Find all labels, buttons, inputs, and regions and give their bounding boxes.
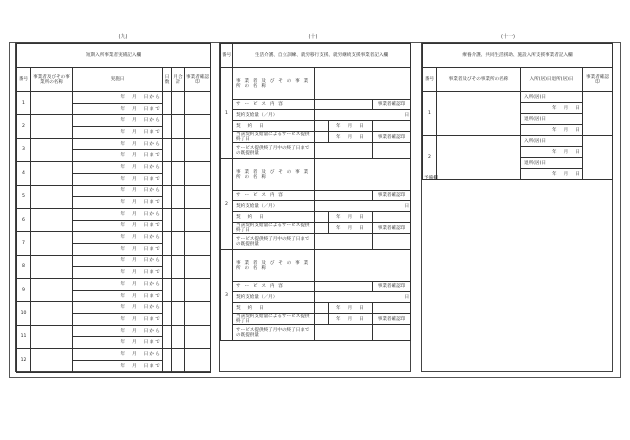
daytime-block-row: [221, 282, 411, 292]
provider-cell[interactable]: [31, 185, 73, 208]
daytime-block-row: [221, 191, 411, 201]
confirm-stamp-cell[interactable]: [583, 92, 613, 136]
confirm-stamp-cell[interactable]: [185, 185, 211, 208]
panel2-page-number: (十): [308, 34, 318, 40]
daytime-block-row: [221, 68, 411, 100]
service-label: サ ー ビ ス 内 容: [233, 100, 315, 110]
provider-label: 事 業 者 及 び そ の 事 業 所 の 名 称: [233, 68, 315, 100]
provider-cell[interactable]: [31, 255, 73, 278]
provider-cell[interactable]: [31, 138, 73, 161]
monthly-total-cell[interactable]: [172, 232, 185, 255]
confirm-stamp-cell[interactable]: [373, 325, 411, 341]
row-number: 1: [17, 92, 31, 115]
confirm-stamp-label: 事業者確認印: [373, 132, 411, 143]
contract-amount-cell[interactable]: 日: [315, 110, 411, 121]
in-date-cell[interactable]: 年 月 日: [521, 147, 583, 158]
days-cell[interactable]: [163, 162, 172, 185]
service-label: サ ー ビ ス 内 容: [233, 191, 315, 201]
row-number: 8: [17, 255, 31, 278]
date-from-cell[interactable]: 年 月 日から: [73, 208, 163, 220]
daytime-block-row: [221, 110, 411, 121]
confirm-stamp-cell[interactable]: [185, 325, 211, 348]
date-to-cell[interactable]: 年 月 日まで: [73, 290, 163, 302]
days-cell[interactable]: [163, 138, 172, 161]
monthly-total-cell[interactable]: [172, 279, 185, 302]
daytime-block-row: [221, 234, 411, 250]
confirm-stamp-cell[interactable]: [185, 208, 211, 231]
header-confirm-stamp: 事業者確認印: [185, 68, 211, 92]
contract-date-cell[interactable]: 年 月 日: [329, 121, 373, 132]
provider-label: 事 業 者 及 び そ の 事 業 所 の 名 称: [233, 250, 315, 282]
block-number: 3: [221, 250, 233, 341]
days-cell[interactable]: [163, 349, 172, 372]
date-to-cell[interactable]: 年 月 日まで: [73, 173, 163, 185]
header-days: 日数: [163, 68, 172, 92]
daytime-block-row: [221, 121, 411, 132]
header-confirm-stamp: 事業者確認印: [583, 68, 613, 92]
confirm-stamp-cell[interactable]: [373, 143, 411, 159]
short-stay-row: [17, 115, 211, 127]
header-no: 番号: [17, 68, 31, 92]
monthly-total-cell[interactable]: [172, 255, 185, 278]
row-number: 12: [17, 349, 31, 372]
days-cell[interactable]: [163, 92, 172, 115]
contract-date-label: 契 約 日: [233, 121, 315, 132]
end-date-cell[interactable]: 年 月 日: [329, 223, 373, 234]
provider-cell[interactable]: [31, 232, 73, 255]
provider-cell[interactable]: [31, 349, 73, 372]
date-to-cell[interactable]: 年 月 日まで: [73, 103, 163, 115]
short-stay-title: 短期入所事業者実績記入欄: [17, 44, 211, 68]
monthly-total-cell[interactable]: [172, 208, 185, 231]
monthly-total-cell[interactable]: [172, 325, 185, 348]
date-to-cell[interactable]: 年 月 日まで: [73, 314, 163, 326]
days-cell[interactable]: [163, 255, 172, 278]
block-number: 2: [221, 159, 233, 250]
monthly-total-cell[interactable]: [172, 349, 185, 372]
provider-cell[interactable]: [315, 68, 411, 100]
row-number: 2: [17, 115, 31, 138]
blank-cell: [315, 223, 329, 234]
out-date-cell[interactable]: 年 月 日: [521, 169, 583, 180]
confirm-stamp-cell[interactable]: [185, 302, 211, 325]
contract-date-cell[interactable]: 年 月 日: [329, 212, 373, 223]
daytime-block-row: [221, 212, 411, 223]
date-from-cell[interactable]: 年 月 日から: [73, 92, 163, 104]
contract-amount-label: 契約支給量（／月）: [233, 110, 315, 121]
daytime-block-row: [221, 292, 411, 303]
date-to-cell[interactable]: 年 月 日まで: [73, 243, 163, 255]
confirm-stamp-cell[interactable]: [185, 115, 211, 138]
header-provider: 事業者及びその事業所の名称: [437, 68, 521, 92]
in-date-cell[interactable]: 年 月 日: [521, 103, 583, 114]
row-number: 3: [17, 138, 31, 161]
confirm-stamp-cell[interactable]: [185, 138, 211, 161]
date-to-cell[interactable]: 年 月 日まで: [73, 127, 163, 139]
contract-date-label: 契 約 日: [233, 303, 315, 314]
block-number: 1: [221, 68, 233, 159]
days-cell[interactable]: [163, 185, 172, 208]
date-from-cell[interactable]: 年 月 日から: [73, 325, 163, 337]
days-cell[interactable]: [163, 279, 172, 302]
daytime-block-row: [221, 250, 411, 282]
provider-cell[interactable]: [31, 302, 73, 325]
provider-cell[interactable]: [437, 136, 521, 180]
service-cell[interactable]: [315, 191, 373, 201]
residential-row: [423, 136, 613, 147]
short-stay-row: [17, 185, 211, 197]
provider-cell[interactable]: [315, 159, 411, 191]
blank-cell: [315, 132, 329, 143]
end-date-label: 当該契約支給量によるサービス提供終了日: [233, 223, 315, 234]
contract-amount-label: 契約支給量（／月）: [233, 201, 315, 212]
provider-cell[interactable]: [31, 115, 73, 138]
end-date-label: 当該契約支給量によるサービス提供終了日: [233, 314, 315, 325]
out-date-cell[interactable]: 年 月 日: [521, 125, 583, 136]
monthly-total-cell[interactable]: [172, 162, 185, 185]
provider-cell[interactable]: [31, 279, 73, 302]
provider-cell[interactable]: [31, 325, 73, 348]
date-from-cell[interactable]: 年 月 日から: [73, 185, 163, 197]
contract-amount-cell[interactable]: 日: [315, 292, 411, 303]
out-date-label: 退所(居)日: [521, 114, 583, 125]
header-dates: 実施日: [73, 68, 163, 92]
daytime-block-row: [221, 303, 411, 314]
service-cell[interactable]: [315, 100, 373, 110]
short-stay-row: [17, 162, 211, 174]
panel3-page-number: (十一): [501, 34, 515, 40]
remaining-label: サービス提供終了月中の終了日までの既提供量: [233, 234, 315, 250]
short-stay-row: [17, 232, 211, 244]
residential-row: [423, 92, 613, 103]
provider-cell[interactable]: [31, 162, 73, 185]
date-to-cell[interactable]: 年 月 日まで: [73, 197, 163, 209]
contract-amount-cell[interactable]: 日: [315, 201, 411, 212]
short-stay-row: [17, 325, 211, 337]
date-from-cell[interactable]: 年 月 日から: [73, 279, 163, 291]
days-cell[interactable]: [163, 208, 172, 231]
remaining-cell[interactable]: [315, 325, 373, 341]
blank-cell: [315, 314, 329, 325]
service-label: サ ー ビ ス 内 容: [233, 282, 315, 292]
header-no: 番号: [423, 68, 437, 92]
daytime-block-row: [221, 223, 411, 234]
out-date-label: 退所(居)日: [521, 158, 583, 169]
days-cell[interactable]: [163, 325, 172, 348]
confirm-stamp-label: 事業者確認印: [373, 223, 411, 234]
residential-title: 療養介護、共同生活援助、施設入所支援事業者記入欄: [423, 44, 613, 68]
confirm-stamp-label: 事業者確認印: [373, 191, 411, 201]
row-number: 5: [17, 185, 31, 208]
date-from-cell[interactable]: 年 月 日から: [73, 162, 163, 174]
row-number: 10: [17, 302, 31, 325]
row-number: 6: [17, 208, 31, 231]
date-from-cell[interactable]: 年 月 日から: [73, 138, 163, 150]
header-monthly-total: 月合計: [172, 68, 185, 92]
date-from-cell[interactable]: 年 月 日から: [73, 232, 163, 244]
daytime-block-row: [221, 100, 411, 110]
entry-number: 2: [423, 136, 437, 180]
short-stay-row: [17, 208, 211, 220]
provider-cell[interactable]: [315, 250, 411, 282]
header-no: 番号: [221, 44, 233, 68]
service-cell[interactable]: [315, 282, 373, 292]
days-cell[interactable]: [163, 115, 172, 138]
provider-cell[interactable]: [31, 92, 73, 115]
date-from-cell[interactable]: 年 月 日から: [73, 115, 163, 127]
date-to-cell[interactable]: 年 月 日まで: [73, 150, 163, 162]
short-stay-row: [17, 92, 211, 104]
short-stay-row: [17, 279, 211, 291]
residential-table: [422, 43, 613, 180]
daytime-block-row: [221, 132, 411, 143]
daytime-block-row: [221, 314, 411, 325]
panel1-page-number: (九): [118, 34, 128, 40]
confirm-stamp-cell[interactable]: [185, 232, 211, 255]
confirm-stamp-cell[interactable]: [583, 136, 613, 180]
remaining-label: サービス提供終了月中の終了日までの既提供量: [233, 325, 315, 341]
confirm-stamp-cell[interactable]: [185, 349, 211, 372]
date-to-cell[interactable]: 年 月 日まで: [73, 220, 163, 232]
daytime-block-row: [221, 201, 411, 212]
confirm-stamp-label: 事業者確認印: [373, 314, 411, 325]
remaining-label: サービス提供終了月中の終了日までの既提供量: [233, 143, 315, 159]
row-number: 11: [17, 325, 31, 348]
daytime-service-title: 生活介護、自立訓練、就労移行支援、就労継続支援事業者記入欄: [233, 44, 411, 68]
row-number: 4: [17, 162, 31, 185]
monthly-total-cell[interactable]: [172, 302, 185, 325]
header-inout: 入所(居)日退所(居)日: [521, 68, 583, 92]
end-date-label: 当該契約支給量によるサービス提供終了日: [233, 132, 315, 143]
end-date-cell[interactable]: 年 月 日: [329, 314, 373, 325]
confirm-stamp-label: 事業者確認印: [373, 100, 411, 110]
date-to-cell[interactable]: 年 月 日まで: [73, 267, 163, 279]
confirm-stamp-cell[interactable]: [185, 279, 211, 302]
provider-label: 事 業 者 及 び そ の 事 業 所 の 名 称: [233, 159, 315, 191]
confirm-stamp-cell[interactable]: [373, 234, 411, 250]
entry-number: 1: [423, 92, 437, 136]
daytime-service-table: [220, 43, 411, 341]
confirm-stamp-cell[interactable]: [185, 255, 211, 278]
confirm-stamp-label: 事業者確認印: [373, 282, 411, 292]
daytime-block-row: [221, 325, 411, 341]
daytime-block-row: [221, 159, 411, 191]
monthly-total-cell[interactable]: [172, 138, 185, 161]
short-stay-table: [16, 43, 211, 373]
contract-date-label: 契 約 日: [233, 212, 315, 223]
remaining-cell[interactable]: [315, 234, 373, 250]
in-date-label: 入所(居)日: [521, 92, 583, 103]
end-date-cell[interactable]: 年 月 日: [329, 132, 373, 143]
blank-cell: [315, 212, 329, 223]
monthly-total-cell[interactable]: [172, 185, 185, 208]
monthly-total-cell[interactable]: [172, 115, 185, 138]
short-stay-row: [17, 255, 211, 267]
provider-cell[interactable]: [31, 208, 73, 231]
date-from-cell[interactable]: 年 月 日から: [73, 302, 163, 314]
contract-amount-label: 契約支給量（／月）: [233, 292, 315, 303]
confirm-stamp-cell[interactable]: [185, 162, 211, 185]
days-cell[interactable]: [163, 302, 172, 325]
notes-label: 予備欄: [424, 176, 438, 181]
short-stay-row: [17, 138, 211, 150]
daytime-block-row: [221, 143, 411, 159]
date-to-cell[interactable]: 年 月 日まで: [73, 337, 163, 349]
confirm-stamp-cell[interactable]: [185, 92, 211, 115]
blank-cell: [315, 121, 329, 132]
days-cell[interactable]: [163, 232, 172, 255]
provider-cell[interactable]: [437, 92, 521, 136]
date-from-cell[interactable]: 年 月 日から: [73, 255, 163, 267]
monthly-total-cell[interactable]: [172, 92, 185, 115]
daytime-service-panel: [219, 42, 411, 372]
row-number: 7: [17, 232, 31, 255]
residential-panel: [421, 42, 613, 372]
blank-cell: [315, 303, 329, 314]
header-provider: 事業者及びその事業所の名称: [31, 68, 73, 92]
in-date-label: 入所(居)日: [521, 136, 583, 147]
short-stay-row: [17, 349, 211, 361]
short-stay-panel: [15, 42, 211, 372]
row-number: 9: [17, 279, 31, 302]
remaining-cell[interactable]: [315, 143, 373, 159]
contract-date-cell[interactable]: 年 月 日: [329, 303, 373, 314]
short-stay-row: [17, 302, 211, 314]
date-to-cell[interactable]: 年 月 日まで: [73, 360, 163, 372]
date-from-cell[interactable]: 年 月 日から: [73, 349, 163, 361]
